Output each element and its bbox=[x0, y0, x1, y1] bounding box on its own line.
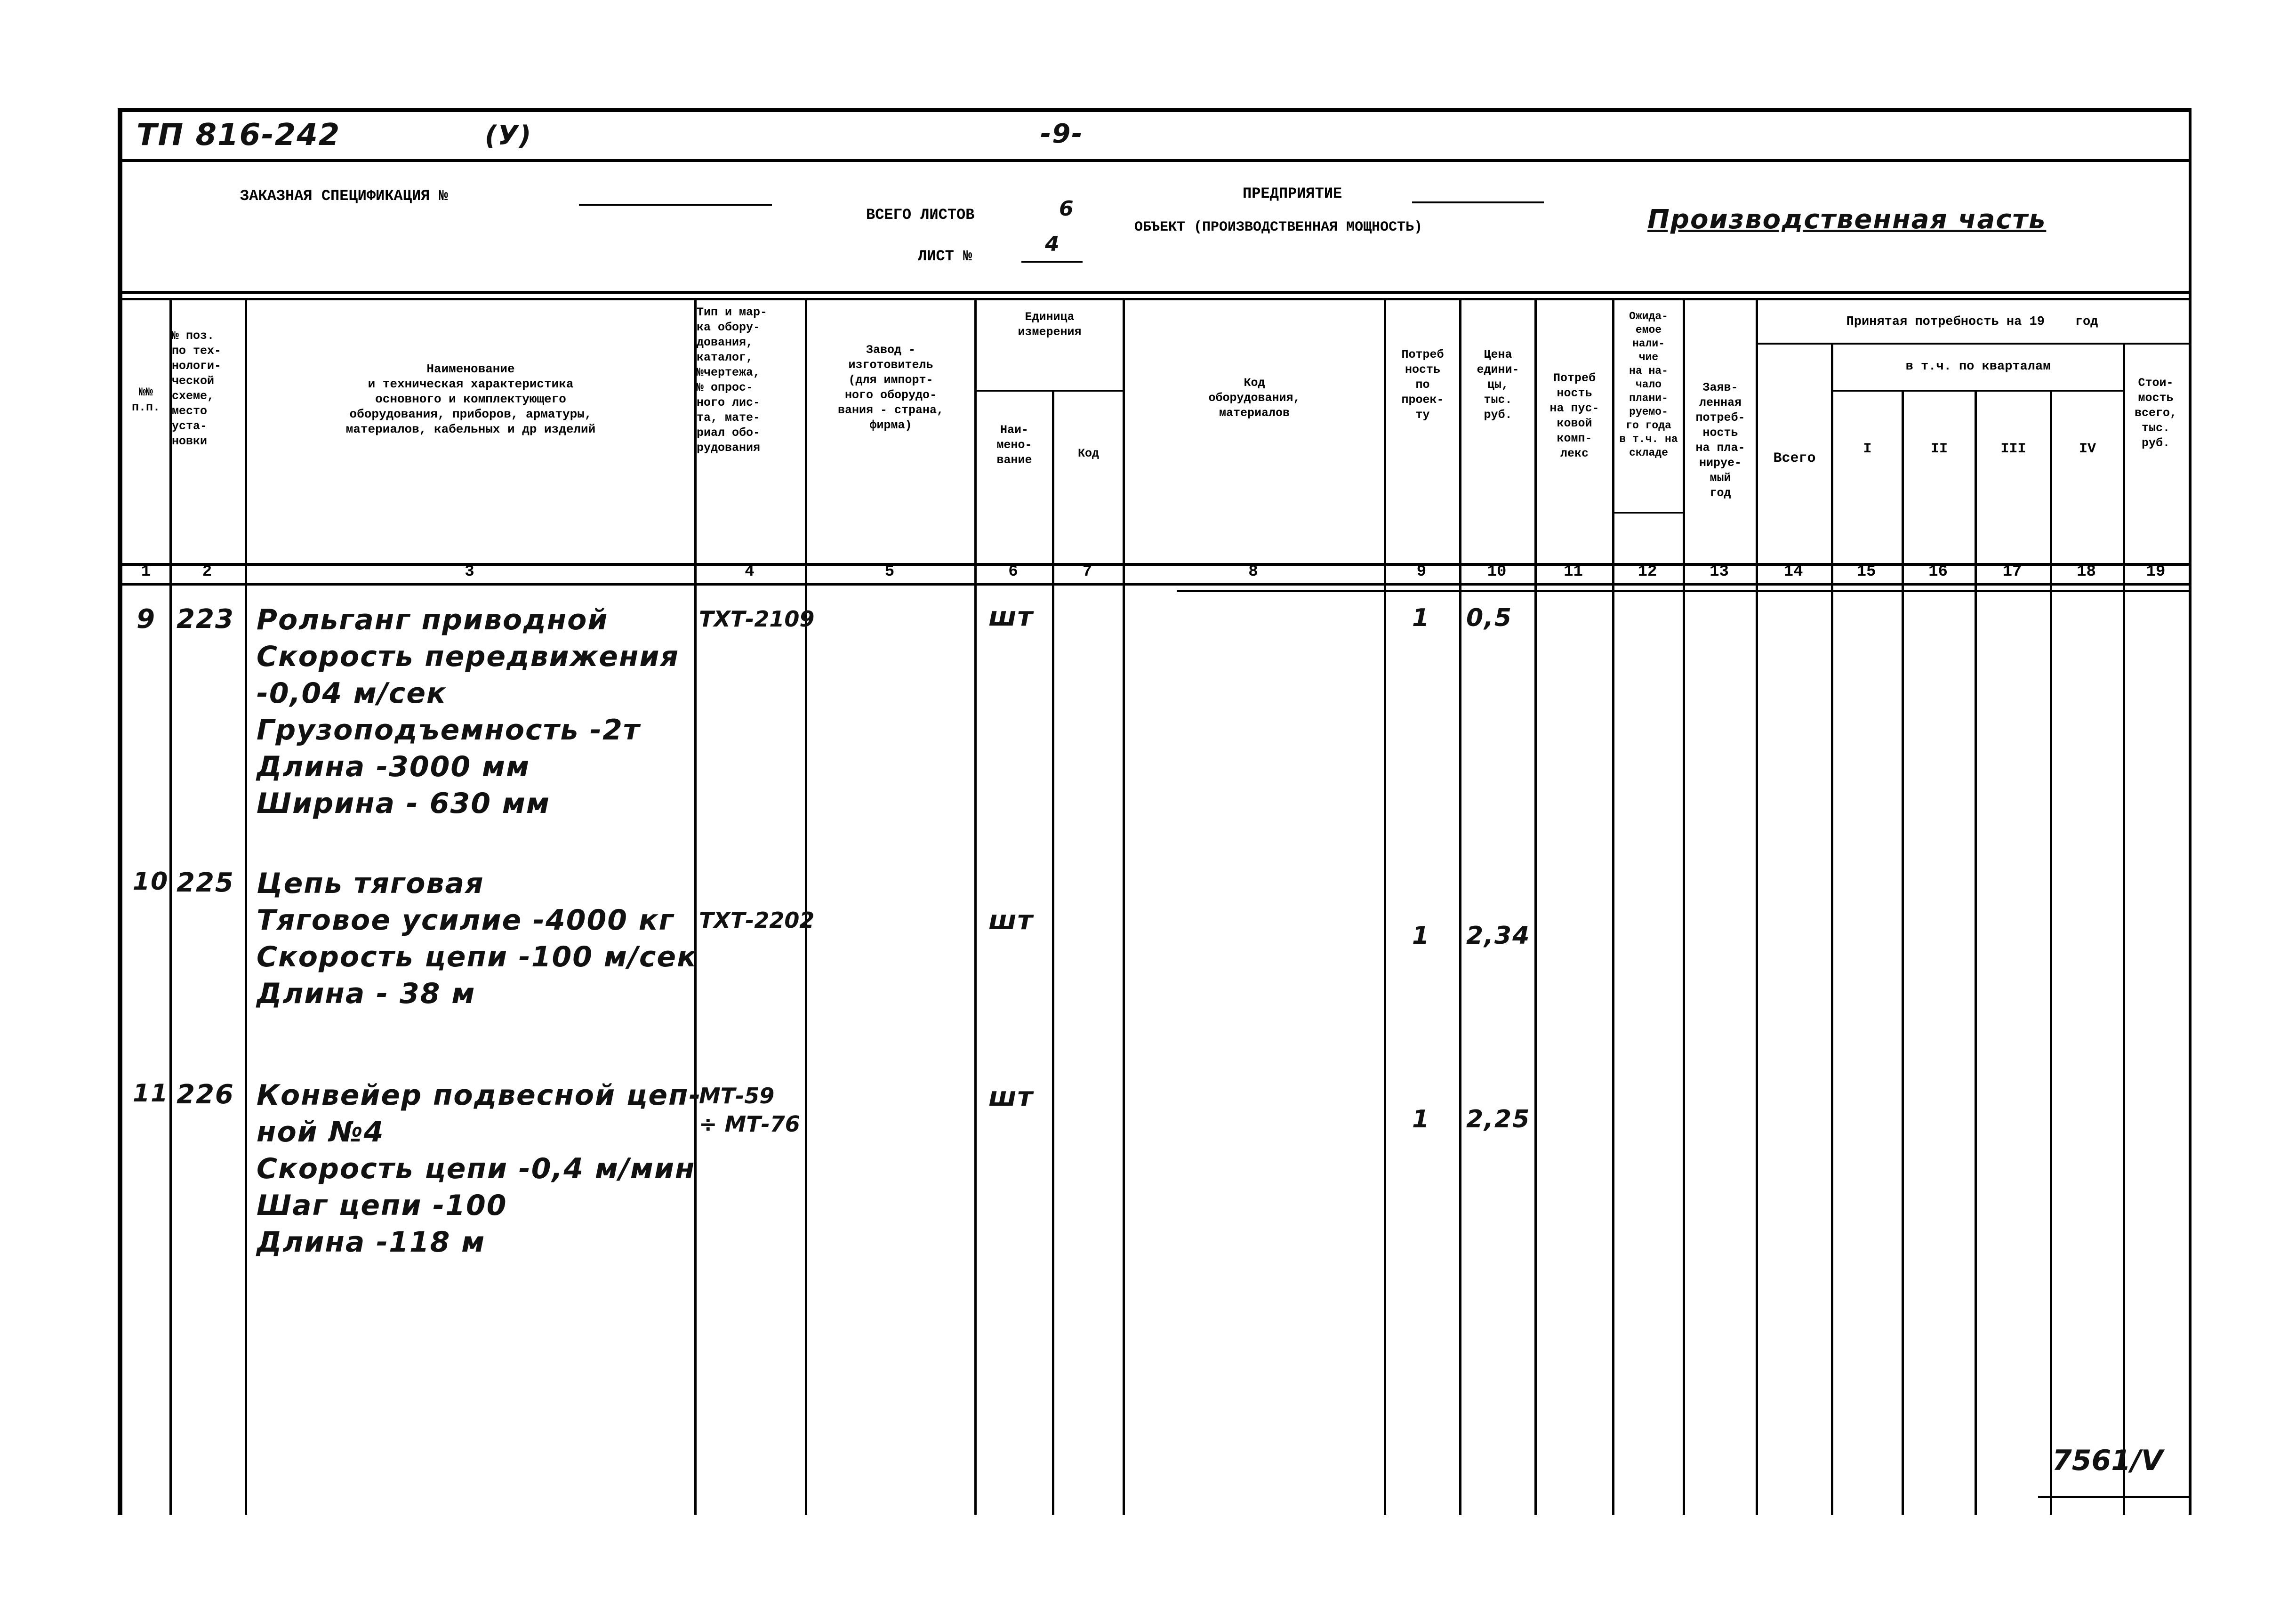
header-quarters: в т.ч. по кварталам bbox=[1905, 360, 2051, 374]
row-position: 223 bbox=[177, 604, 234, 635]
colnum-4: 4 bbox=[745, 563, 755, 581]
colnum-12: 12 bbox=[1638, 563, 1657, 581]
header-q2: II bbox=[1930, 442, 1948, 457]
stamp-rule bbox=[2038, 1496, 2189, 1498]
colnum-6: 6 bbox=[1008, 563, 1018, 581]
header-units: Единица измерения bbox=[1018, 310, 1082, 339]
row-price: 0,5 bbox=[1466, 604, 1513, 632]
row-description bbox=[257, 602, 679, 822]
colnum-16: 16 bbox=[1928, 563, 1948, 581]
row-unit: шт bbox=[988, 1082, 1034, 1112]
desc-line: Конвейер подвесной цеп- bbox=[257, 1079, 702, 1112]
header-startup-need: Потреб ность на пус- ковой комп- лекс bbox=[1549, 371, 1599, 460]
desc-line: Ширина - 630 мм bbox=[257, 787, 550, 820]
row-unit: шт bbox=[988, 602, 1034, 632]
quarters-sub-rule bbox=[1831, 390, 2123, 392]
header-unit-price: Цена едини- цы, тыс. руб. bbox=[1477, 348, 1519, 422]
sheet-label: ЛИСТ № bbox=[918, 248, 972, 265]
row-type: ТХТ-2202 bbox=[699, 908, 815, 933]
header-unit-code: Код bbox=[1077, 447, 1099, 460]
colnum-5: 5 bbox=[884, 563, 895, 581]
units-sub-rule bbox=[974, 390, 1123, 392]
row-type bbox=[699, 1082, 800, 1138]
desc-line: Длина -118 м bbox=[257, 1226, 486, 1259]
header-total: Всего bbox=[1773, 451, 1816, 466]
desc-line: Шаг цепи -100 bbox=[257, 1189, 507, 1222]
colnum-2: 2 bbox=[202, 563, 212, 581]
sheet-number-underline bbox=[1021, 261, 1083, 263]
table-top-rule bbox=[122, 298, 2189, 300]
header-q1: I bbox=[1863, 442, 1872, 457]
header-type: Тип и мар- ка обору- дования, каталог, №чертежа, № опрос- ного лис- та, мате- риал обо- рудования bbox=[697, 305, 768, 455]
total-sheets-label: ВСЕГО ЛИСТОВ bbox=[866, 206, 975, 224]
row-number: 11 bbox=[133, 1079, 169, 1108]
colnum-7: 7 bbox=[1082, 563, 1092, 581]
desc-line: -0,04 м/сек bbox=[257, 677, 447, 710]
specification-sheet bbox=[118, 108, 2192, 1515]
row-price: 2,34 bbox=[1466, 922, 1531, 950]
desc-line: Скорость цепи -100 м/сек bbox=[257, 940, 697, 973]
header-manufacturer: Завод - изготовитель (для импорт- ного оборудо- вания - страна, фирма) bbox=[837, 343, 944, 432]
colnum-18: 18 bbox=[2077, 563, 2096, 581]
colnum-19: 19 bbox=[2146, 563, 2166, 581]
colnum-10: 10 bbox=[1487, 563, 1507, 581]
row-quantity: 1 bbox=[1412, 1105, 1430, 1133]
archive-stamp: 7561/V bbox=[2052, 1444, 2163, 1477]
doc-code: ТП 816-242 bbox=[136, 118, 341, 153]
colnum-9: 9 bbox=[1416, 563, 1427, 581]
spec-label: ЗАКАЗНАЯ СПЕЦИФИКАЦИЯ № bbox=[240, 187, 448, 205]
row-description bbox=[257, 865, 697, 1012]
header-project-need: Потреб ность по проек- ту bbox=[1401, 348, 1444, 422]
header-total-cost: Стои- мость всего, тыс. руб. bbox=[2134, 376, 2177, 450]
page-number: -9- bbox=[1040, 119, 1084, 149]
header-declared-need: Заяв- ленная потреб- ность на пла- нируе- мый год bbox=[1695, 381, 1745, 500]
row-unit: шт bbox=[988, 905, 1034, 936]
desc-line: Скорость цепи -0,4 м/мин bbox=[257, 1152, 696, 1185]
header-unit-name: Наи- мено- вание bbox=[996, 423, 1032, 467]
desc-line: Скорость передвижения bbox=[257, 640, 679, 673]
type-line: МТ-59 bbox=[699, 1083, 775, 1109]
header-accepted-need: Принятая потребность на 19 год bbox=[1846, 315, 2098, 329]
colnum-3: 3 bbox=[465, 563, 474, 581]
header-name: Наименование и техническая характеристика основного и комплектующего оборудования, приборов, арматуры, материалов, кабельных и др изделий bbox=[345, 362, 596, 436]
row-position: 226 bbox=[177, 1079, 234, 1110]
total-sheets-value: 6 bbox=[1059, 197, 1075, 221]
colnum-11: 11 bbox=[1564, 563, 1583, 581]
header-position: № поз. по тех- нологи- ческой схеме, место уста- новки bbox=[172, 329, 222, 448]
colnum-13: 13 bbox=[1710, 563, 1729, 581]
colnum-8: 8 bbox=[1248, 563, 1258, 581]
desc-line: ной №4 bbox=[257, 1116, 385, 1149]
header-q3: III bbox=[2000, 442, 2026, 457]
desc-line: Длина - 38 м bbox=[257, 977, 476, 1010]
desc-line: Цепь тяговая bbox=[257, 867, 484, 900]
type-line: ÷ МТ-76 bbox=[699, 1111, 800, 1137]
desc-line: Тяговое усилие -4000 кг bbox=[257, 904, 674, 937]
row-number: 9 bbox=[136, 604, 156, 635]
colnum-15: 15 bbox=[1856, 563, 1876, 581]
enterprise-blank bbox=[1412, 201, 1544, 203]
colnum-14: 14 bbox=[1783, 563, 1803, 581]
version-mark: (У) bbox=[485, 121, 532, 151]
row-description bbox=[257, 1077, 701, 1261]
desc-line: Грузоподъемность -2т bbox=[257, 714, 641, 747]
row-type: ТХТ-2109 bbox=[699, 606, 815, 632]
row-quantity: 1 bbox=[1412, 604, 1430, 632]
spec-number-blank bbox=[579, 204, 772, 206]
row-number: 10 bbox=[133, 868, 169, 896]
header-q4: IV bbox=[2079, 442, 2096, 457]
object-value: Производственная часть bbox=[1647, 204, 2047, 235]
row-quantity: 1 bbox=[1412, 922, 1430, 950]
header-item-no: №№ п.п. bbox=[131, 386, 160, 414]
row-position: 225 bbox=[177, 868, 234, 898]
colnum-17: 17 bbox=[2002, 563, 2022, 581]
enterprise-label: ПРЕДПРИЯТИЕ bbox=[1243, 185, 1342, 202]
sheet-number-value: 4 bbox=[1045, 232, 1060, 256]
colnum-bottom-rule bbox=[122, 583, 2189, 586]
row-price: 2,25 bbox=[1466, 1105, 1531, 1133]
desc-line: Рольганг приводной bbox=[257, 603, 609, 636]
stock-sub-rule bbox=[1612, 512, 1683, 514]
colnum-1: 1 bbox=[141, 563, 151, 581]
header-equipment-code: Код оборудования, материалов bbox=[1208, 376, 1301, 420]
desc-line: Длина -3000 мм bbox=[257, 750, 530, 783]
object-label: ОБЪЕКТ (ПРОИЗВОДСТВЕННАЯ МОЩНОСТЬ) bbox=[1134, 219, 1423, 235]
header-expected-stock: Ожида- емое нали- чие на на- чало плани- руемо- го года в т.ч. на складе bbox=[1619, 310, 1678, 459]
